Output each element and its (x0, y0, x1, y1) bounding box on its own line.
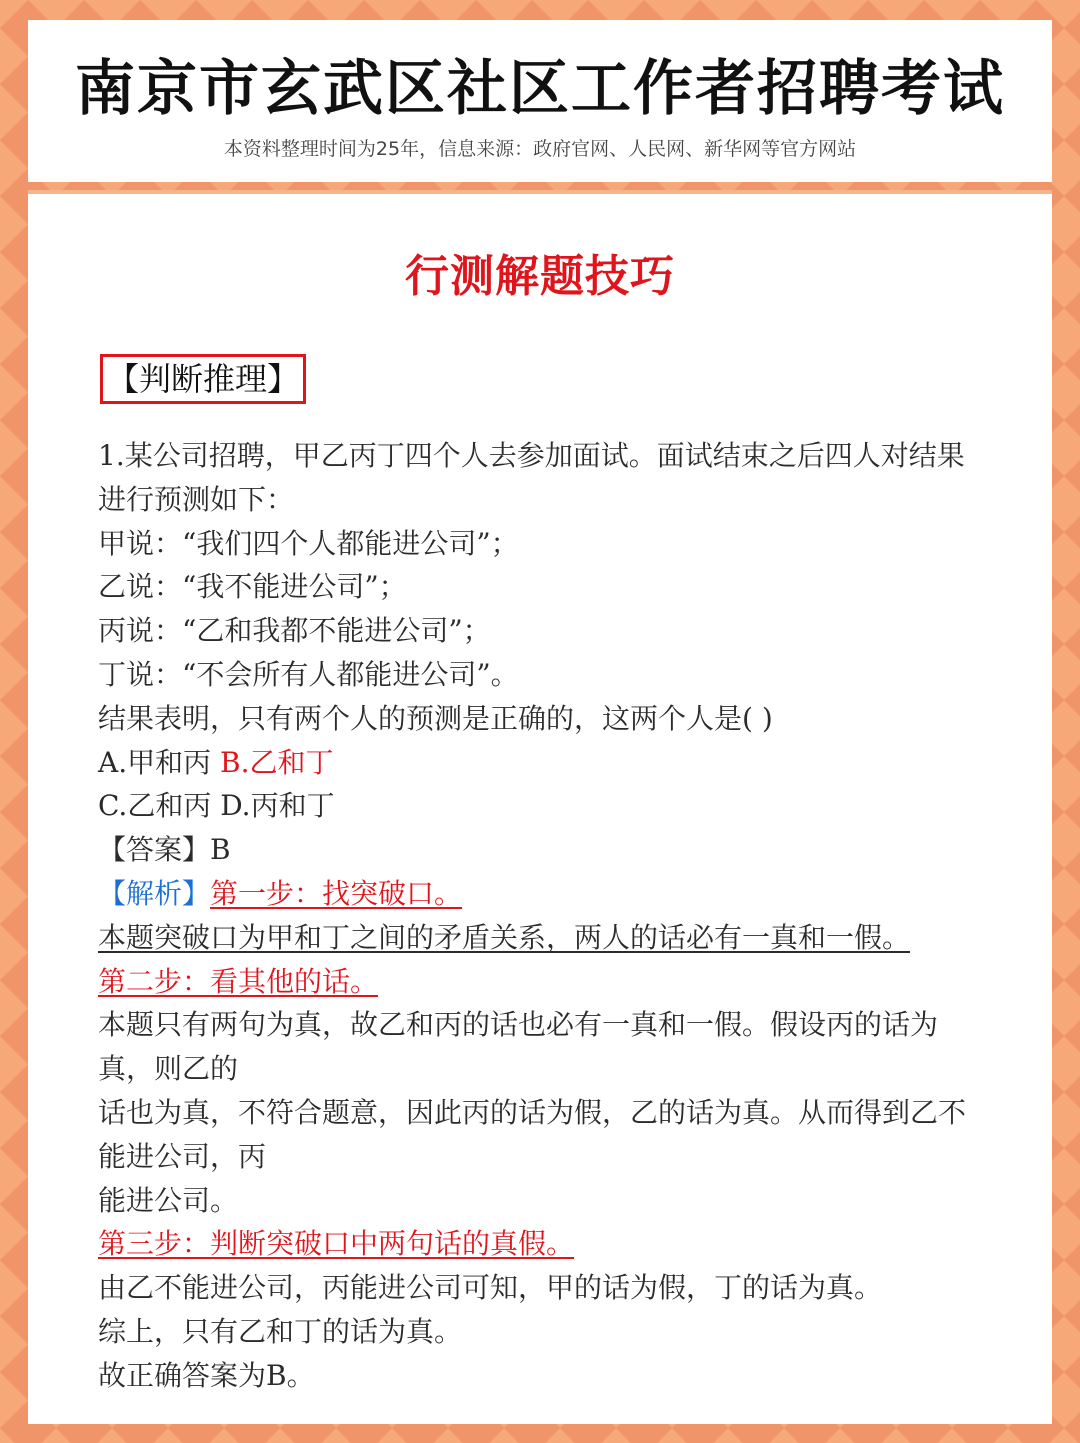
step2-line-2: 真，则乙的 (98, 1052, 239, 1086)
section-title: 行测解题技巧 (405, 251, 675, 302)
question-body (98, 434, 1028, 1398)
statement-jia: 甲说：“我们四个人都能进公司”； (98, 526, 519, 560)
step3-title: 第三步：判断突破口中两句话的真假。 (98, 1227, 575, 1261)
step1-text: 本题突破口为甲和丁之间的矛盾关系，两人的话必有一真和一假。 (98, 920, 911, 954)
step1-title: 第一步：找突破口。 (210, 876, 463, 910)
source-note: 本资料整理时间为25年，信息来源：政府官网、人民网、新华网等官方网站 (223, 138, 857, 160)
step3-line-1: 由乙不能进公司，丙能进公司可知，甲的话为假，丁的话为真。 (98, 1271, 883, 1305)
analysis-step1-heading (98, 872, 1028, 916)
step2-title: 第二步：看其他的话。 (98, 964, 379, 998)
question-prompt: 结果表明，只有两个人的预测是正确的，这两个人是( ) (98, 701, 773, 735)
statement-bing: 丙说：“乙和我都不能进公司”； (98, 614, 491, 648)
step2-heading (98, 960, 1028, 1004)
statement-yi: 乙说：“我不能进公司”； (98, 570, 407, 604)
step2-line-4: 能进公司，丙 (98, 1139, 267, 1173)
question-stem-line-2: 进行预测如下： (98, 482, 295, 516)
step1-text-wrap (98, 916, 1028, 960)
step2-line-3: 话也为真，不符合题意，因此丙的话为假，乙的话为真。从而得到乙不 (98, 1095, 967, 1129)
page-title: 南京市玄武区社区工作者招聘考试 (75, 54, 1005, 124)
option-b-correct: B.乙和丁 (220, 745, 334, 779)
step2-line-1: 本题只有两句为真，故乙和丙的话也必有一真和一假。假设丙的话为 (98, 1008, 939, 1042)
statement-ding: 丁说：“不会所有人都能进公司”。 (98, 657, 519, 691)
step3-heading (98, 1222, 1028, 1266)
step3-line-3: 故正确答案为B。 (98, 1358, 315, 1392)
step3-line-2: 综上，只有乙和丁的话为真。 (98, 1314, 463, 1348)
question-stem-line-1: 1.某公司招聘，甲乙丙丁四个人去参加面试。面试结束之后四人对结果 (98, 439, 965, 472)
analysis-label: 【解析】 (98, 876, 211, 910)
category-badge: 【判断推理】 (100, 354, 306, 404)
options-cd: C.乙和丙 D.丙和丁 (98, 789, 335, 823)
header-banner (28, 20, 1052, 182)
options-ab (98, 741, 1028, 785)
answer-line: 【答案】B (98, 833, 231, 867)
content-card (28, 190, 1052, 1424)
step2-line-5: 能进公司。 (98, 1183, 239, 1217)
option-a: A.甲和丙 (98, 745, 212, 779)
